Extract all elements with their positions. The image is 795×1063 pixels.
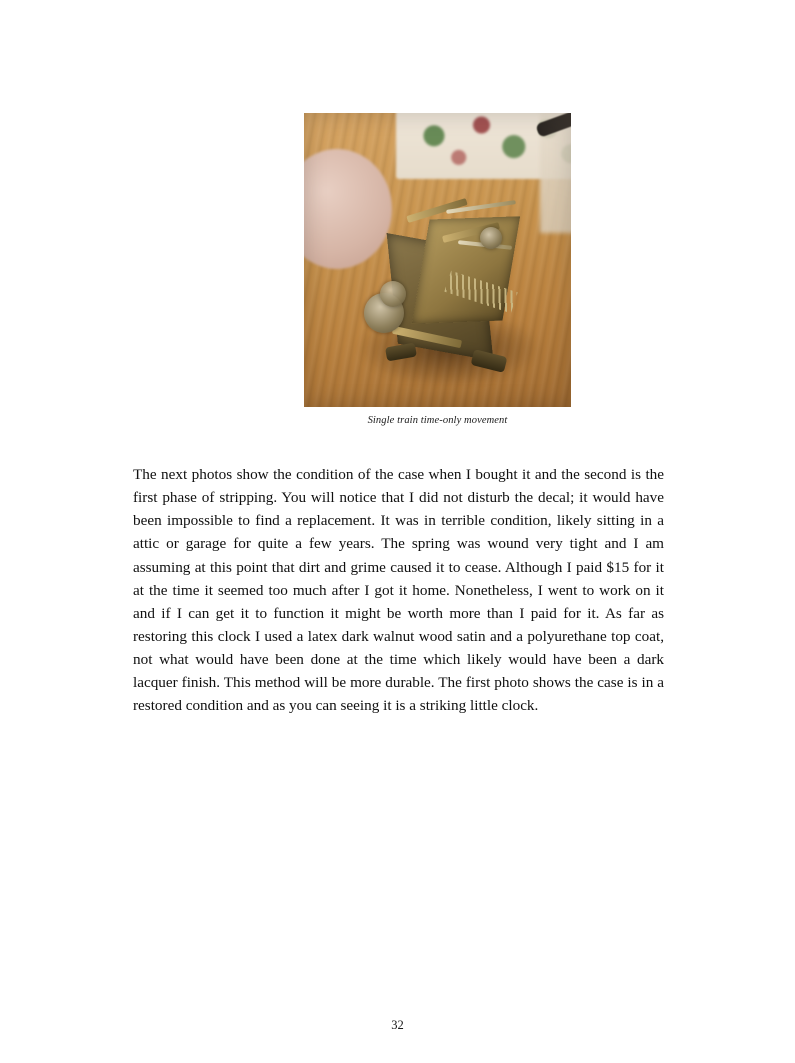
gear-wheel [380,281,406,307]
clock-movement [362,185,542,385]
body-paragraph: The next photos show the condition of the case when I bought it and the second is the first phase of stripping. You will notice that I did not disturb the decal; it would have been impossible to find a replacement. It was in terrible condition, likely sitting in a attic or garage for quite a few years. The spring was wound very tight and I am assuming at this point that dirt and grime caused it to cease. Although I paid $15 for it at the time it seemed too much after I got it home. Nonetheless, I went to work on it and if I can get it to function it might be worth more than I paid for it. As far as restoring this clock I used a latex dark walnut wood satin and a polyurethane top coat, not what would have been done at the time which likely would have been a dark lacquer finish. This method will be more durable. The first photo shows the case is in a restored condition and as you can seeing it is a striking little clock. [133,466,664,715]
photo-clock-movement [304,113,571,407]
page-number: 32 [391,1018,404,1032]
figure-clock-movement [304,113,571,426]
gear-wheel [480,227,502,249]
movement-foot [385,343,417,362]
movement-foot [471,349,508,373]
figure-caption: Single train time-only movement [367,415,508,426]
